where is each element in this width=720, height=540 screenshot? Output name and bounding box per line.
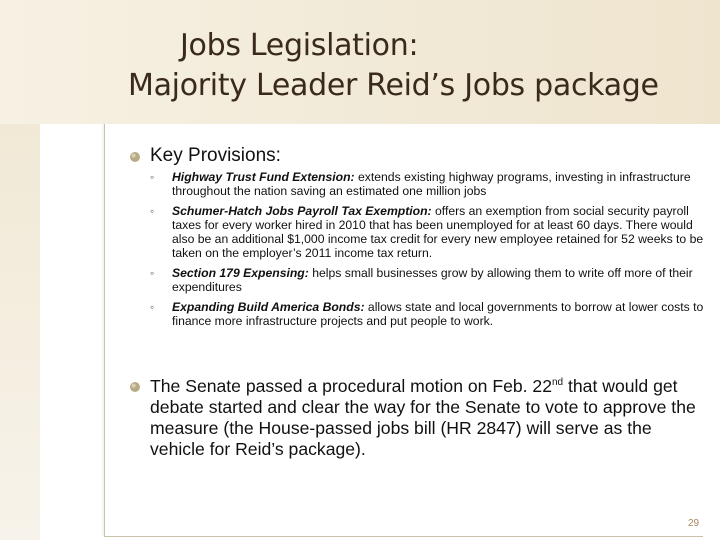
- provision-lead: Highway Trust Fund Extension:: [172, 170, 355, 184]
- provision-lead: Section 179 Expensing:: [172, 265, 309, 280]
- list-item: [150, 170, 710, 198]
- left-decorative-band: [0, 124, 40, 540]
- provision-text: helps small businesses grow by allowing them to write off more of their expenditures: [172, 265, 693, 294]
- sub-bullet-icon: ◦: [150, 265, 155, 280]
- sub-bullet-icon: ◦: [150, 299, 155, 314]
- title-line-2: Majority Leader Reid’s Jobs package: [128, 68, 659, 103]
- sub-bullet-icon: ◦: [150, 170, 155, 184]
- provision-lead: Schumer-Hatch Jobs Payroll Tax Exemption:: [172, 203, 432, 218]
- title-line-1: Jobs Legislation:: [180, 28, 419, 63]
- provision-text: extends existing highway programs, investing in infrastructure throughout the nation saving an estimated one million jobs: [172, 170, 691, 199]
- list-item: [150, 300, 710, 328]
- bullet-circle-icon: [128, 380, 142, 394]
- page-number: 29: [688, 518, 700, 529]
- sub-bullet-icon: ◦: [150, 203, 155, 218]
- senate-text-2: that would get debate started and clear the way for the Senate to vote to approve the measure (the House-passed jobs bill (HR 2847) will serve as the vehicle for Reid’s package).: [150, 376, 696, 459]
- provisions-list: [150, 170, 710, 333]
- list-item: [150, 204, 710, 260]
- list-item: [150, 266, 710, 294]
- provision-lead: Expanding Build America Bonds:: [172, 299, 365, 314]
- bullet-circle-icon: [128, 150, 142, 164]
- senate-ordinal-suffix: nd: [552, 377, 564, 389]
- senate-paragraph: [150, 376, 706, 460]
- senate-text-1: The Senate passed a procedural motion on Feb. 22: [150, 376, 552, 396]
- key-provisions-heading: Key Provisions:: [150, 145, 281, 166]
- provision-text: offers an exemption from social security payroll taxes for every worker hired in 2010 that has been unemployed for at least 60 days. There would also be an additional $1,000 income tax credit for every new employee retained for 52 weeks to be taken on the employer’s 2011 income tax return.: [172, 203, 704, 261]
- provision-text: allows state and local governments to borrow at lower costs to finance more infrastructure projects and put people to work.: [172, 299, 704, 328]
- slide-title: [60, 26, 720, 106]
